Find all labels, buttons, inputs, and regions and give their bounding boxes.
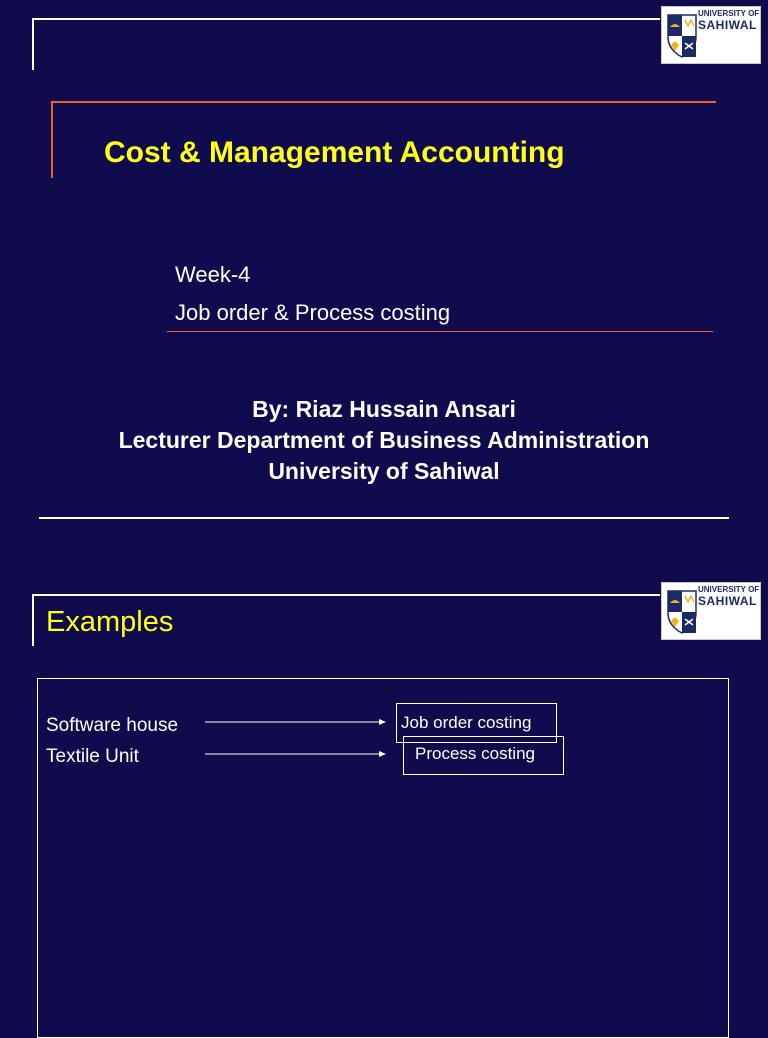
title-rule [51, 101, 716, 103]
job-order-costing-box: Job order costing [396, 703, 557, 743]
university-logo [661, 582, 761, 640]
slide-divider [39, 517, 729, 519]
author-name: By: Riaz Hussain Ansari [252, 396, 516, 422]
process-costing-box: Process costing [403, 736, 564, 775]
author-institution: University of Sahiwal [268, 458, 500, 484]
author-block [0, 394, 768, 487]
top-rule [32, 594, 660, 596]
presentation-title: Cost & Management Accounting [104, 136, 565, 169]
week-label: Week-4 [175, 262, 251, 287]
left-rule [32, 594, 34, 646]
logo-top-text: UNIVERSITY OF [698, 9, 760, 18]
logo-text [698, 10, 760, 31]
author-position: Lecturer Department of Business Administration [118, 427, 650, 453]
subtitle-rule [167, 331, 713, 332]
logo-top-text: UNIVERSITY OF [698, 585, 760, 594]
example-label-software-house: Software house [46, 715, 179, 736]
arrow-right-icon [205, 717, 387, 727]
logo-bottom-text: SAHIWAL [698, 594, 757, 608]
example-label-textile-unit: Textile Unit [46, 746, 139, 767]
university-logo [661, 6, 761, 64]
examples-slide [0, 578, 768, 1024]
title-side-rule [51, 101, 53, 178]
logo-bottom-text: SAHIWAL [698, 18, 757, 32]
top-rule [32, 18, 660, 20]
topic-label: Job order & Process costing [175, 300, 451, 325]
logo-text [698, 586, 760, 607]
examples-title: Examples [46, 606, 174, 638]
arrow-right-icon [205, 749, 387, 759]
left-rule [32, 18, 34, 70]
